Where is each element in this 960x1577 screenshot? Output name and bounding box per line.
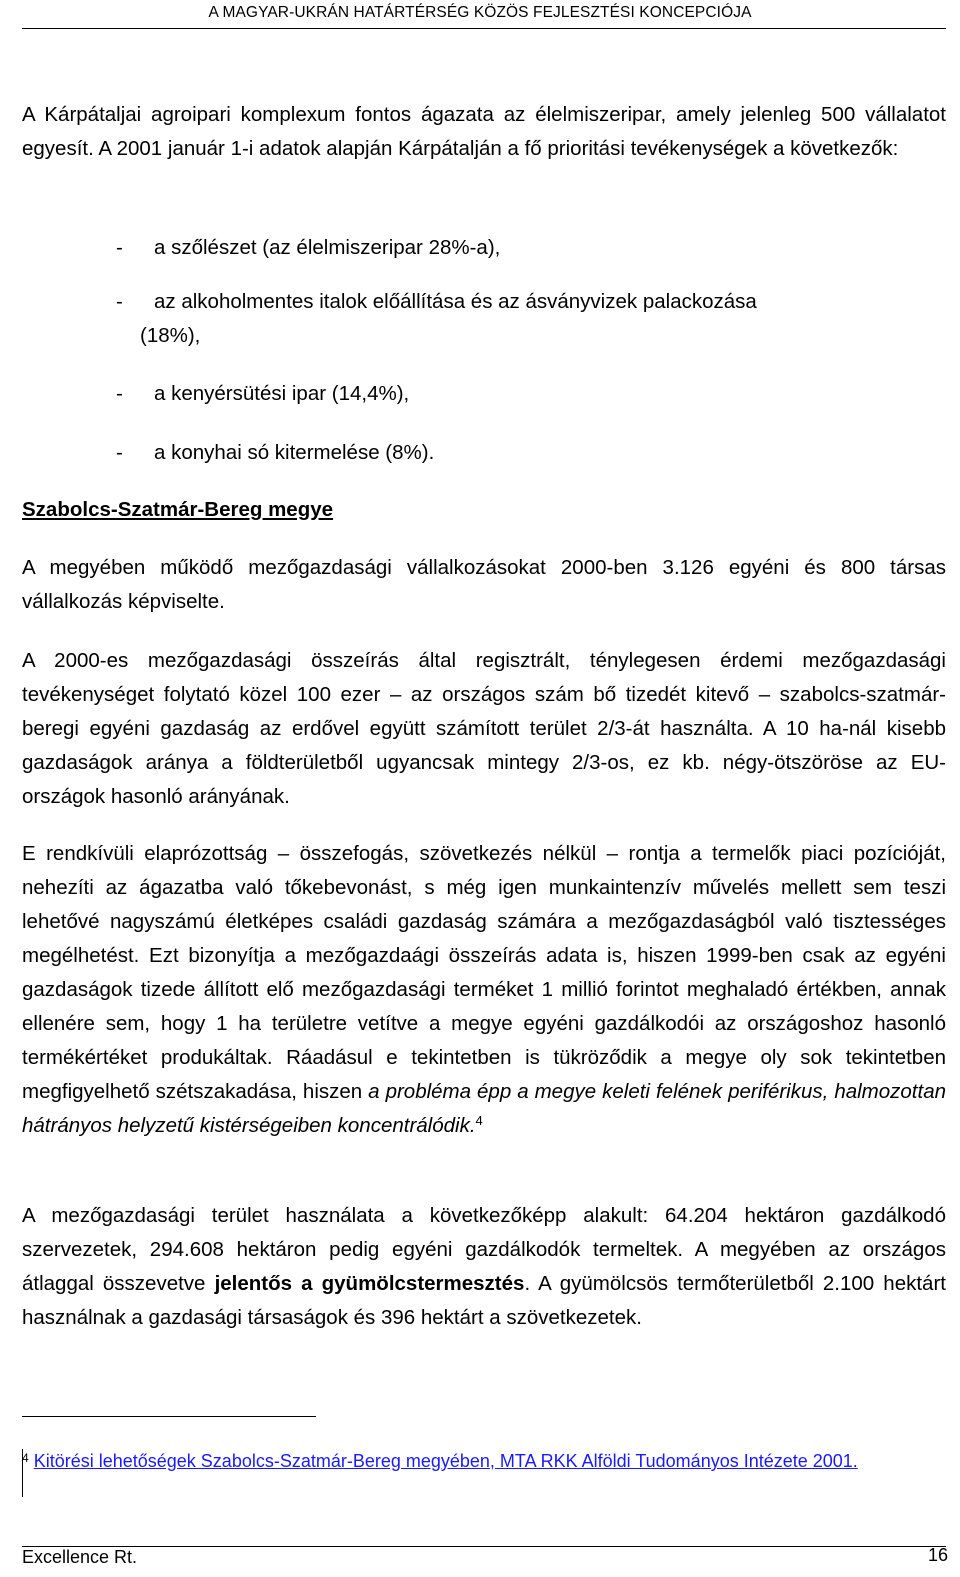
page-number: 16 <box>927 1545 948 1565</box>
footnote <box>22 1449 942 1473</box>
list-item: a szőlészet (az élelmiszeripar 28%-a), <box>154 236 501 259</box>
paragraph-4 <box>22 1199 946 1335</box>
paragraph-3-italic: a probléma épp a megye keleti felének periférikus, halmozottan hátrányos helyzetű kistérségeiben koncentrálódik. <box>22 1080 946 1137</box>
list-dash: - <box>116 441 123 464</box>
intro-paragraph: A Kárpátaljai agroipari komplexum fontos ágazata az élelmiszeripar, amely jelenleg 500 vállalatot egyesít. A 2001 január 1-i adatok alapján Kárpátalján a fő prioritási tevékenységek a következők: <box>22 103 946 160</box>
list-item: a kenyérsütési ipar (14,4%), <box>154 382 410 405</box>
footnote-separator <box>22 1416 316 1417</box>
header-divider <box>22 28 946 29</box>
paragraph-2: A 2000-es mezőgazdasági összeírás által regisztrált, ténylegesen érdemi mezőgazdasági tevékenységet folytató közel 100 ezer – az országos szám bő tizedét kitevő – szabolcs-szatmár-beregi egyéni gazdaság az erdővel együtt számított terület 2/3-át használta. A 10 ha-nál kisebb gazdaságok aránya a földterületből ugyancsak mintegy 2/3-os, ez kb. négy-ötszöröse az EU-országok hasonló arányának. <box>22 649 946 808</box>
list-dash: - <box>116 290 123 313</box>
footer-divider <box>22 1546 946 1547</box>
section-heading: Szabolcs-Szatmár-Bereg megye <box>22 498 334 521</box>
paragraph-4-text-end: . A gyümölcsös termőterületből 2.100 hektárt használnak a gazdasági társaságok és 396 hektárt a szövetkezetek. <box>22 1272 946 1329</box>
footnote-link[interactable]: Kitörési lehetőségek Szabolcs-Szatmár-Bereg megyében, MTA RKK Alföldi Tudományos Intézete 2001. <box>33 1451 858 1471</box>
paragraph-1: A megyében működő mezőgazdasági vállalkozásokat 2000-ben 3.126 egyéni és 800 társas vállalkozás képviselte. <box>22 556 946 613</box>
list-dash: - <box>116 382 123 405</box>
paragraph-3 <box>22 837 946 1143</box>
paragraph-4-text: A mezőgazdasági terület használata a következőképp alakult: 64.204 hektáron gazdálkodó szervezetek, 294.608 hektáron pedig egyéni gazdálkodók termeltek. A megyében az országos átlaggal összevetve <box>22 1204 946 1295</box>
footnote-number: 4 <box>22 1451 29 1465</box>
list-item-continuation: (18%), <box>140 324 201 347</box>
paragraph-3-text: E rendkívüli elaprózottság – összefogás, szövetkezés nélkül – rontja a termelők piaci pozícióját, nehezíti az ágazatba való tőkebevonást, s még igen munkaintenzív művelés mellett sem teszi lehetővé nagyszámú életképes családi gazdaság számára a mezőgazdaságból való tisztességes megélhetést. Ezt bizonyítja a mezőgazdaági összeírás adata is, hiszen 1999-ben csak az egyéni gazdaságok tizede állított elő mezőgazdasági terméket 1 millió forintot meghaladó értékben, annak ellenére sem, hogy 1 ha területre vetítve a megye egyéni gazdálkodói az országoshoz hasonló termékértéket produkáltak. Ráadásul e tekintetben is tükröződik a megye oly sok tekintetben megfigyelhető szétszakadása, hiszen <box>22 842 946 1103</box>
running-header: A MAGYAR-UKRÁN HATÁRTÉRSÉG KÖZÖS FEJLESZTÉSI KONCEPCIÓJA <box>208 4 752 21</box>
list-dash: - <box>116 236 123 259</box>
footnote-reference[interactable]: 4 <box>475 1113 483 1128</box>
paragraph-4-bold: jelentős a gyümölcstermesztés <box>214 1272 525 1295</box>
footer-company: Excellence Rt. <box>22 1547 138 1567</box>
list-item: a konyhai só kitermelése (8%). <box>154 441 435 464</box>
list-item: az alkoholmentes italok előállítása és az ásványvizek palackozása <box>154 290 757 313</box>
